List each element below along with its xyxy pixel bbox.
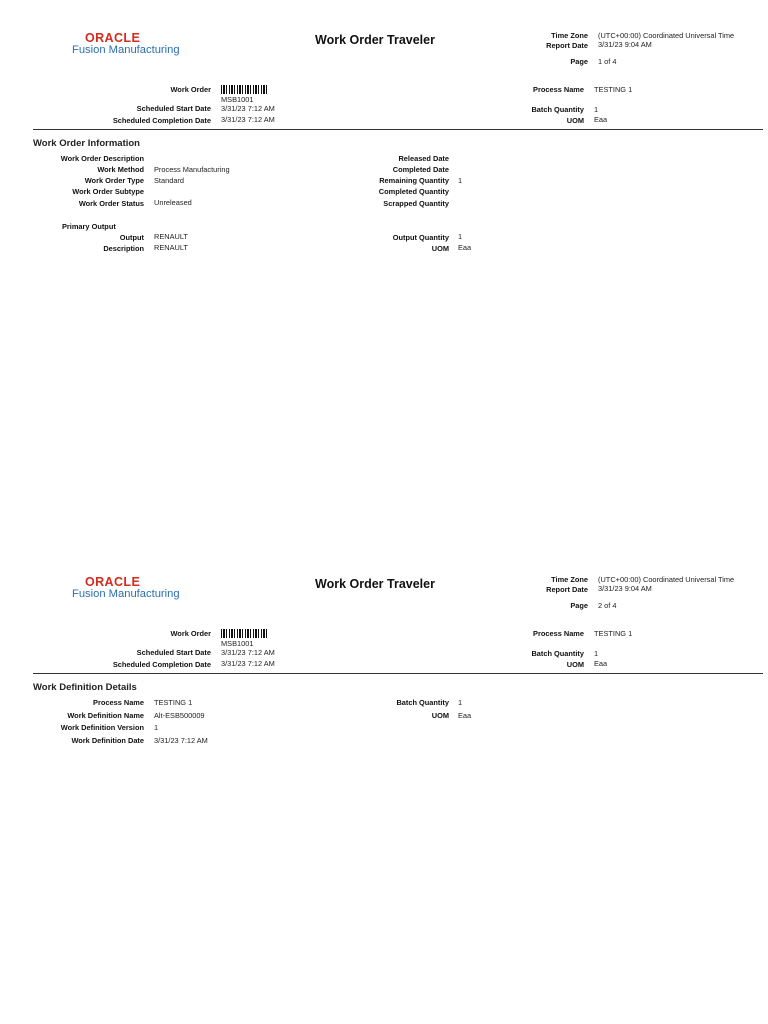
batch-qty-value: 1 [594,105,599,114]
sched-start-label: Scheduled Start Date [136,648,211,657]
product-name: Fusion Manufacturing [72,588,180,600]
uom-value: Eaa [594,659,608,668]
section-title: Work Definition Details [33,682,137,693]
def-uom-value: Eaa [458,711,472,720]
report-title: Work Order Traveler [315,577,435,591]
product-name: Fusion Manufacturing [72,44,180,56]
output-qty-label: Output Quantity [392,233,449,242]
def-date-value: 3/31/23 7:12 AM [154,736,208,745]
time-zone-value: (UTC+00:00) Coordinated Universal Time [598,31,735,40]
sched-completion-label: Scheduled Completion Date [112,116,211,125]
section-title: Work Order Information [33,138,140,149]
scrapped-qty-label: Scrapped Quantity [383,199,449,208]
batch-qty-label: Batch Quantity [531,649,584,658]
sched-start-value: 3/31/23 7:12 AM [221,104,275,113]
report-date-label: Report Date [546,41,588,50]
def-process-name-label: Process Name [93,698,144,707]
process-name-value: TESTING 1 [594,85,633,94]
sched-start-label: Scheduled Start Date [136,104,211,113]
def-version-value: 1 [154,723,159,732]
report-title: Work Order Traveler [315,33,435,47]
wo-status-label: Work Order Status [78,199,144,208]
def-name-label: Work Definition Name [67,711,144,720]
page-value: 1 of 4 [598,57,617,66]
output-uom-value: Eaa [458,243,472,252]
wo-type-label: Work Order Type [84,176,144,185]
sched-completion-label: Scheduled Completion Date [112,660,211,669]
completed-date-label: Completed Date [392,165,449,174]
wo-subtype-label: Work Order Subtype [72,187,144,196]
remaining-qty-label: Remaining Quantity [379,176,449,185]
output-description-value: RENAULT [154,243,188,252]
work-order-value: MSB1001 [221,639,254,648]
completed-qty-label: Completed Quantity [378,187,449,196]
process-name-value: TESTING 1 [594,629,633,638]
report-date-value: 3/31/23 9:04 AM [598,584,652,593]
primary-output-label: Primary Output [62,222,116,231]
time-zone-label: Time Zone [551,31,588,40]
work-order-value: MSB1001 [221,95,254,104]
oracle-logo: ORACLE [85,31,141,45]
report-date-label: Report Date [546,585,588,594]
wo-description-label: Work Order Description [60,154,144,163]
report-date-value: 3/31/23 9:04 AM [598,40,652,49]
uom-value: Eaa [594,115,608,124]
work-method-value: Process Manufacturing [154,165,230,174]
def-uom-label: UOM [431,711,449,720]
batch-qty-value: 1 [594,649,599,658]
header-divider [33,129,763,130]
output-qty-value: 1 [458,232,463,241]
barcode-icon [221,629,269,638]
work-order-label: Work Order [170,85,211,94]
output-description-label: Description [103,244,144,253]
sched-completion-value: 3/31/23 7:12 AM [221,115,275,124]
barcode-icon [221,85,269,94]
output-value: RENAULT [154,232,188,241]
oracle-logo: ORACLE [85,575,141,589]
page-label: Page [570,601,588,610]
work-order-label: Work Order [170,629,211,638]
page-value: 2 of 4 [598,601,617,610]
output-label: Output [119,233,144,242]
page-label: Page [570,57,588,66]
uom-label: UOM [566,660,584,669]
process-name-label: Process Name [533,85,584,94]
def-date-label: Work Definition Date [71,736,144,745]
released-date-label: Released Date [398,154,449,163]
sched-start-value: 3/31/23 7:12 AM [221,648,275,657]
header-divider [33,673,763,674]
remaining-qty-value: 1 [458,176,463,185]
time-zone-value: (UTC+00:00) Coordinated Universal Time [598,575,735,584]
work-method-label: Work Method [97,165,144,174]
wo-status-value: Unreleased [154,198,192,207]
def-batch-qty-value: 1 [458,698,463,707]
def-process-name-value: TESTING 1 [154,698,193,707]
sched-completion-value: 3/31/23 7:12 AM [221,659,275,668]
def-name-value: Alt-ESB500009 [154,711,205,720]
batch-qty-label: Batch Quantity [531,105,584,114]
wo-type-value: Standard [154,176,184,185]
def-version-label: Work Definition Version [60,723,144,732]
process-name-label: Process Name [533,629,584,638]
uom-label: UOM [566,116,584,125]
def-batch-qty-label: Batch Quantity [396,698,449,707]
output-uom-label: UOM [431,244,449,253]
time-zone-label: Time Zone [551,575,588,584]
